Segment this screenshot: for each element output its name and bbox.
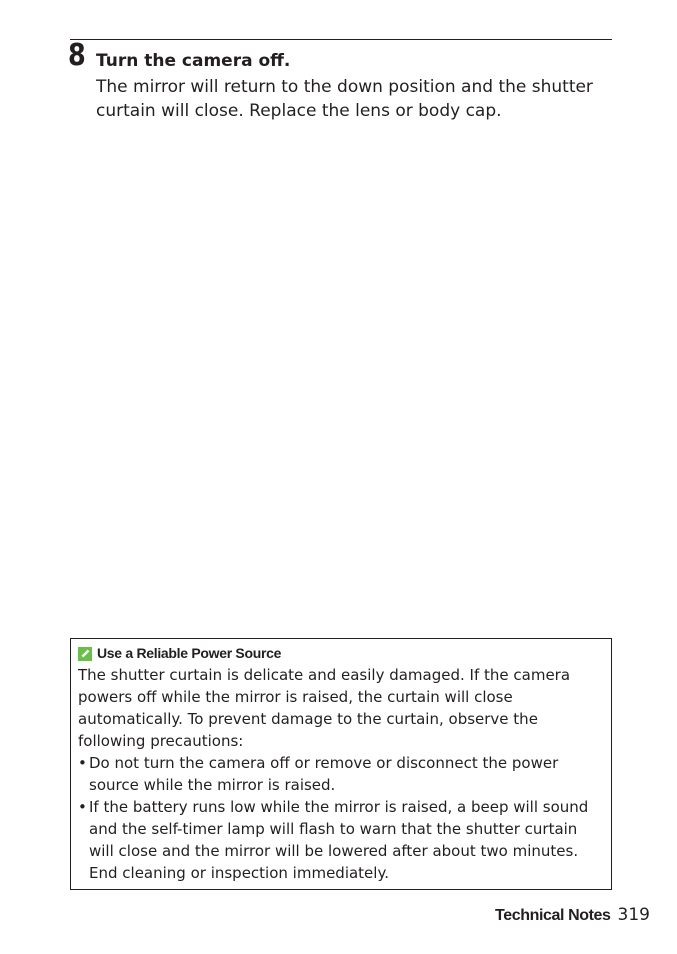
page-number: 319 (617, 905, 650, 925)
note-paragraph: The shutter curtain is delicate and easily damaged. If the camera powers off while the mirror is raised, the curtain will close automatically. To prevent damage to the curtain, observe the following precautions: (78, 666, 571, 750)
top-rule (70, 39, 612, 40)
list-item-text: Do not turn the camera off or remove or disconnect the power source while the mirror is raised. (89, 754, 559, 794)
precautions-list (78, 752, 606, 884)
list-item-text: If the battery runs low while the mirror is raised, a beep will sound and the self-timer lamp will flash to warn that the shutter curtain will close and the mirror will be lowered after about two minutes. End cleaning or inspection immediately. (89, 798, 589, 882)
page-footer (495, 905, 650, 925)
step-body: The mirror will return to the down position and the shutter curtain will close. Replace the lens or body cap. (96, 77, 593, 121)
pencil-note-icon (78, 646, 92, 660)
note-box (70, 638, 612, 890)
bullet-icon: • (78, 798, 87, 816)
footer-section-title: Technical Notes (495, 907, 611, 924)
step-number: 8 (68, 38, 86, 73)
note-header (78, 643, 281, 663)
step-title: Turn the camera off. (96, 51, 291, 71)
list-item (78, 796, 606, 884)
bullet-icon: • (78, 754, 87, 772)
list-item (78, 752, 606, 796)
note-title: Use a Reliable Power Source (97, 645, 282, 661)
